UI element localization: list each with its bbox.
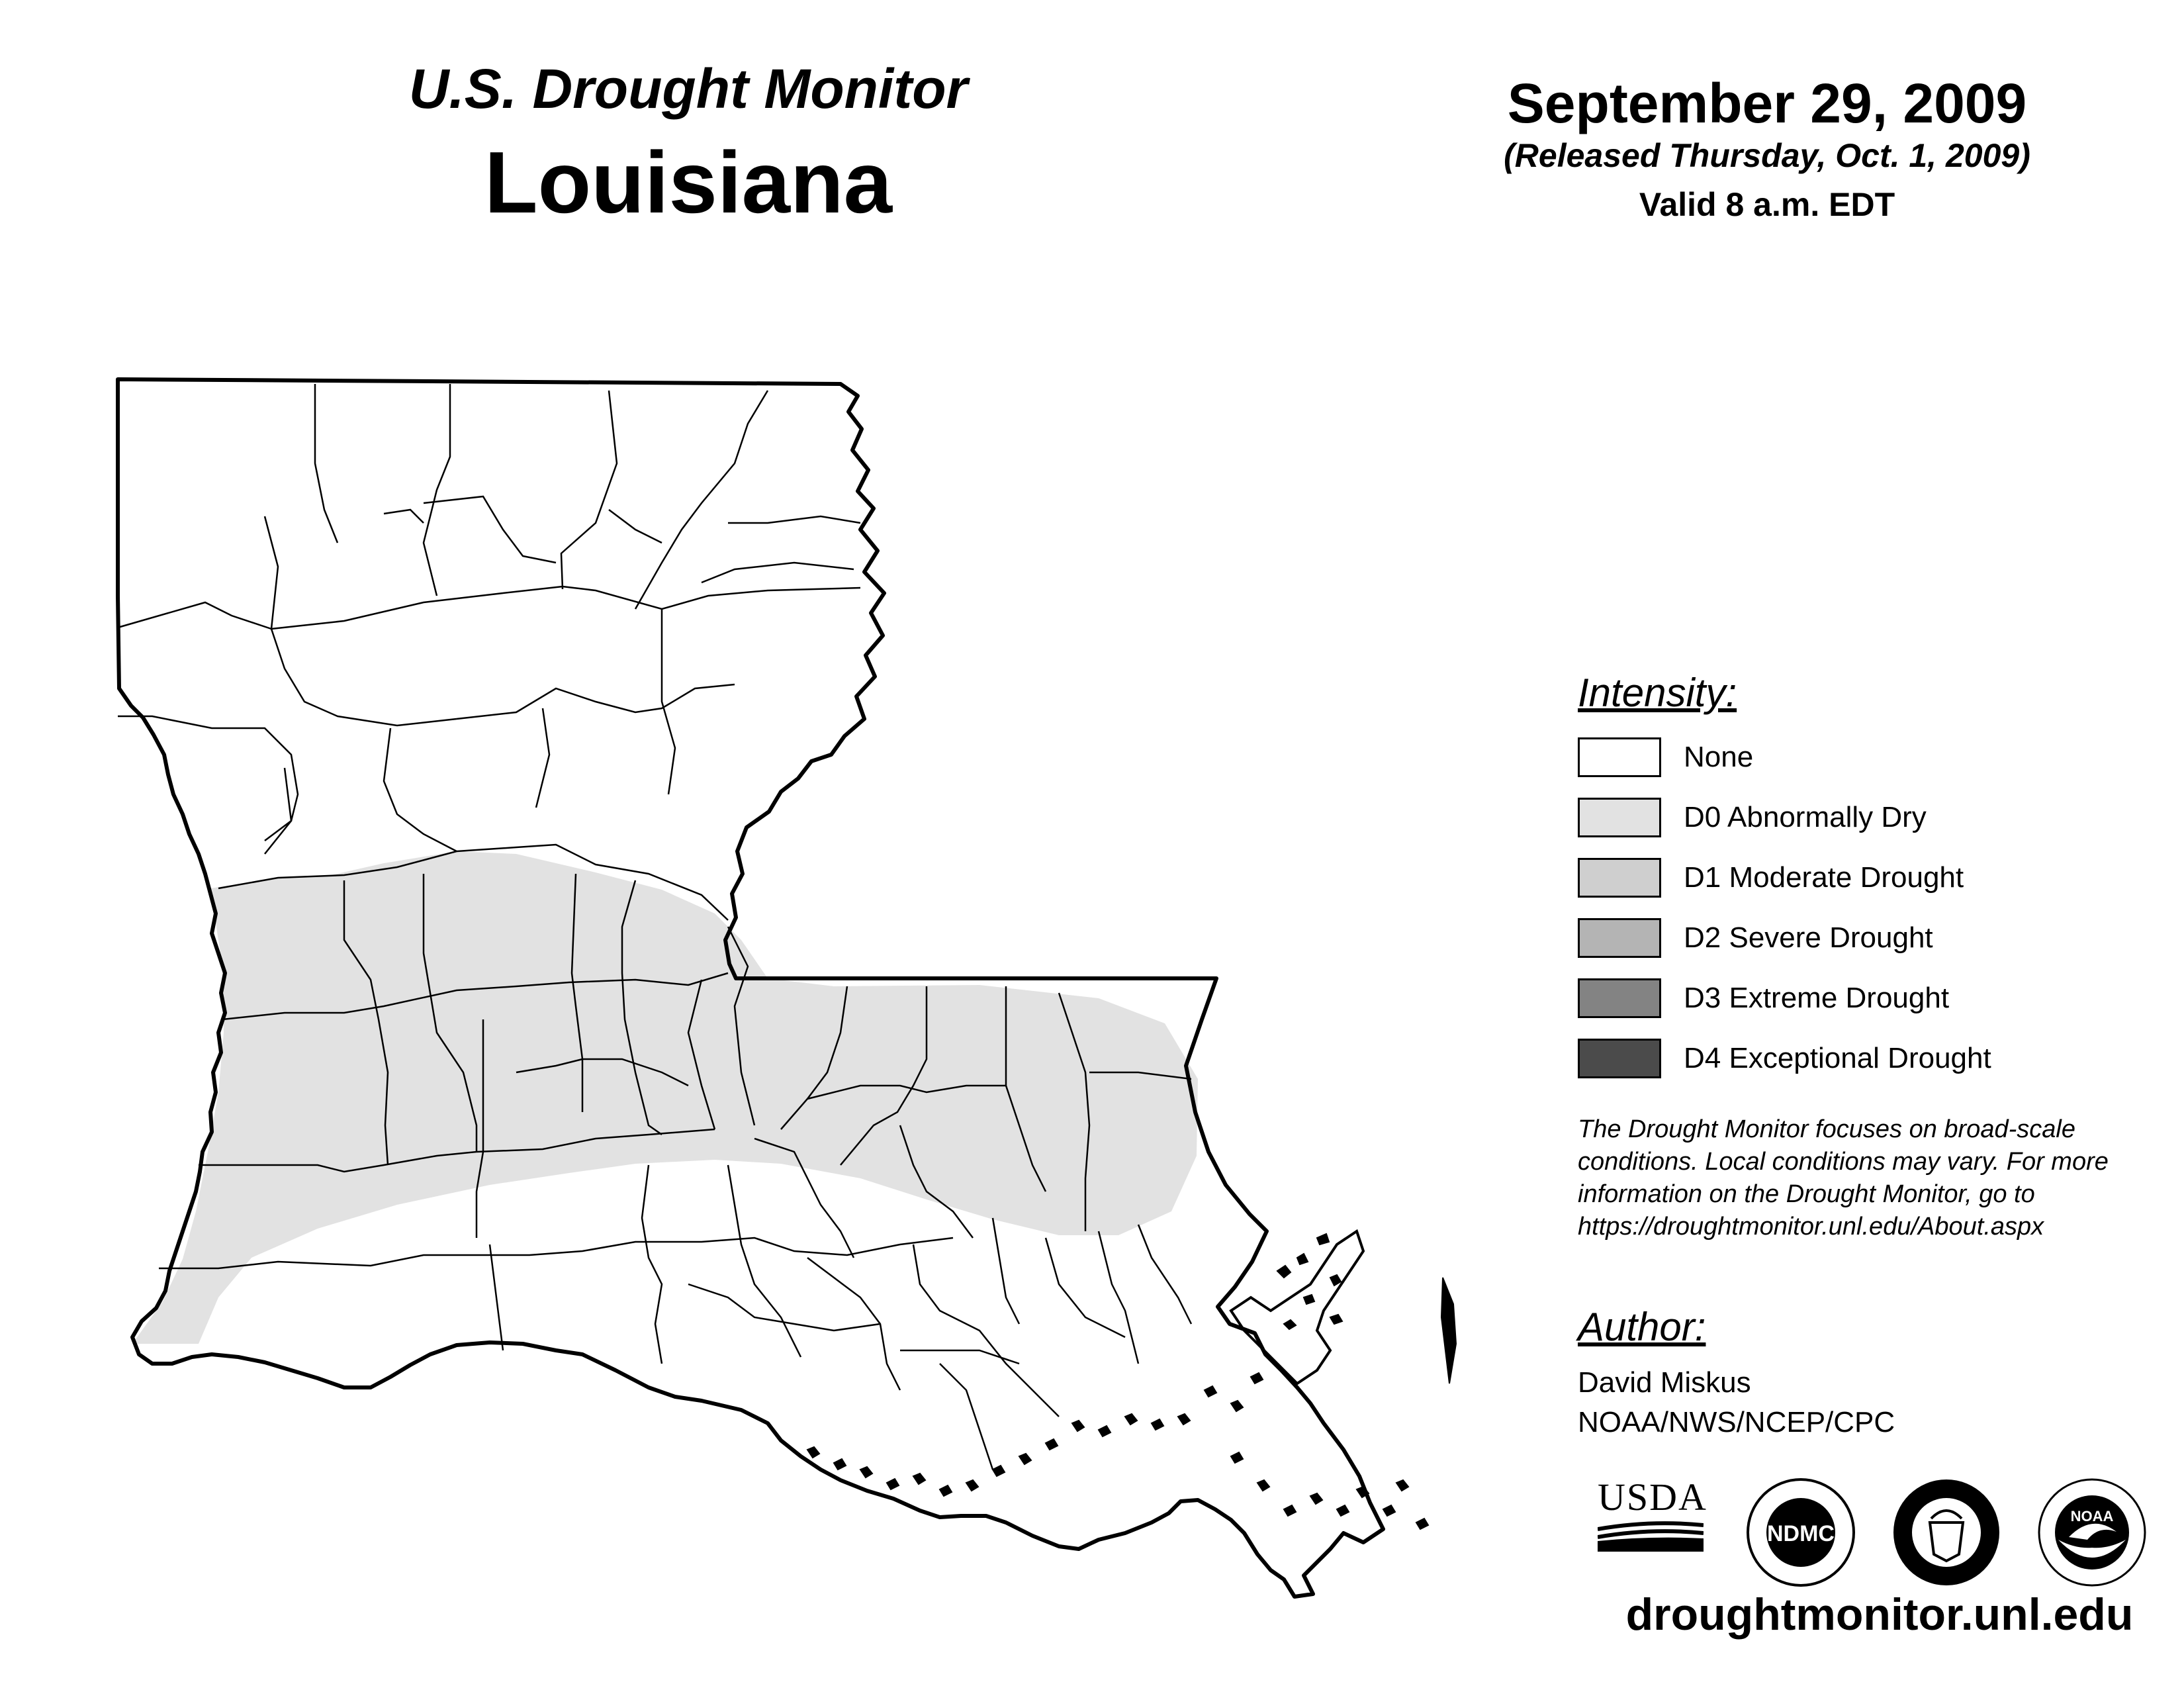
legend-swatch [1578, 858, 1661, 898]
state-name: Louisiana [484, 134, 893, 231]
legend-swatch [1578, 918, 1661, 958]
commerce-seal [1890, 1476, 2003, 1589]
map-title: U.S. Drought Monitor [408, 58, 968, 120]
note-line: information on the Drought Monitor, go to [1578, 1180, 2035, 1208]
usda-logo: USDA [1598, 1476, 1704, 1556]
legend-label: D3 Extreme Drought [1684, 982, 1950, 1014]
note-line: https://droughtmonitor.unl.edu/About.aspx [1578, 1213, 2044, 1241]
legend-swatch [1578, 1039, 1661, 1078]
legend-heading: Intensity: [1578, 671, 1737, 715]
noaa-logo [2036, 1476, 2148, 1589]
legend-label: D1 Moderate Drought [1684, 861, 1964, 894]
legend-label: D2 Severe Drought [1684, 921, 1933, 954]
legend-item [1578, 736, 1753, 778]
author-heading: Author: [1578, 1305, 1706, 1349]
legend-swatch [1578, 798, 1661, 837]
coastal-marsh-islands [807, 1231, 1456, 1529]
legend-label: D0 Abnormally Dry [1684, 801, 1927, 833]
note-line: conditions. Local conditions may vary. For more [1578, 1148, 2109, 1176]
legend-item [1578, 796, 1927, 839]
legend-item [1578, 857, 1964, 899]
ndmc-logo [1745, 1476, 1857, 1589]
website-link[interactable]: droughtmonitor.unl.edu [1625, 1589, 2134, 1640]
legend-label: D4 Exceptional Drought [1684, 1042, 1991, 1074]
svg-text:NOAA: NOAA [2070, 1508, 2114, 1524]
author-name: David Miskus [1578, 1366, 1751, 1399]
legend-item [1578, 1037, 1991, 1080]
valid-time: Valid 8 a.m. EDT [1639, 186, 1895, 223]
drought-area-d0 [132, 851, 1198, 1344]
legend-label: None [1684, 741, 1754, 773]
release-date: (Released Thursday, Oct. 1, 2009) [1504, 137, 2030, 174]
legend-item [1578, 977, 1949, 1019]
author-org: NOAA/NWS/NCEP/CPC [1578, 1406, 1895, 1438]
legend-swatch [1578, 978, 1661, 1018]
legend-swatch [1578, 737, 1661, 777]
svg-text:NDMC: NDMC [1767, 1521, 1835, 1546]
disclaimer-note [1578, 1113, 2173, 1243]
note-line: The Drought Monitor focuses on broad-scale [1578, 1115, 2075, 1143]
map-date: September 29, 2009 [1507, 72, 2027, 134]
legend-item [1578, 917, 1933, 959]
